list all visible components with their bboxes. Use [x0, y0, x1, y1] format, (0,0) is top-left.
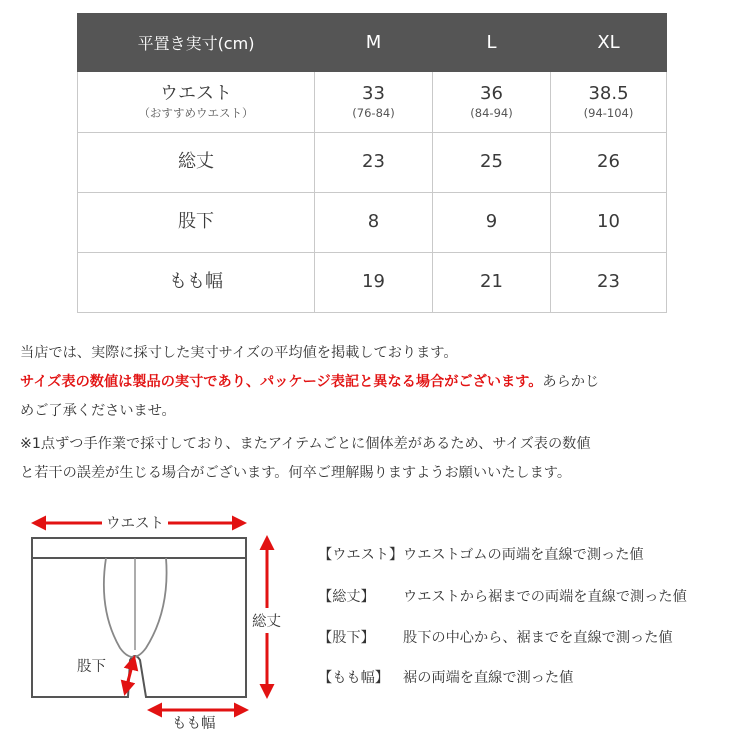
waist-range-l: (84-94)	[470, 105, 513, 120]
note-line-4: ※1点ずつ手作業で採寸しており、またアイテムごとに個体差があるため、サイズ表の数値	[20, 436, 591, 452]
row-label-waist: ウエスト	[160, 83, 232, 105]
legend-key: 【もも幅】	[318, 670, 389, 686]
thigh-value-m: 19	[315, 253, 433, 313]
legend-desc: ウエストゴムの両端を直線で測った値	[403, 547, 644, 563]
waist-range-m: (76-84)	[352, 105, 395, 120]
table-cell	[551, 72, 667, 133]
legend-key: 【総丈】	[318, 589, 375, 605]
note-line-1: 当店では、実際に採寸した実寸サイズの平均値を掲載しております。	[20, 345, 458, 361]
thigh-value-l: 21	[433, 253, 551, 313]
waistband-shape	[32, 538, 246, 558]
waist-value-m: 33	[362, 83, 385, 105]
inseam-value-xl: 10	[551, 193, 667, 253]
length-value-m: 23	[315, 133, 433, 193]
note-line-3: めご了承くださいませ。	[20, 403, 176, 419]
legend-key: 【股下】	[318, 630, 375, 646]
waist-value-xl: 38.5	[588, 83, 629, 105]
size-table	[77, 13, 667, 313]
legend-key: 【ウエスト】	[318, 547, 404, 563]
waist-range-xl: (94-104)	[583, 105, 634, 120]
table-row-inseam	[78, 193, 667, 253]
inseam-value-l: 9	[433, 193, 551, 253]
length-value-l: 25	[433, 133, 551, 193]
size-notes	[20, 339, 720, 488]
row-label-thigh: もも幅	[78, 253, 315, 313]
length-value-xl: 26	[551, 133, 667, 193]
header-size-l: L	[433, 14, 551, 72]
inseam-diagram-label: 股下	[77, 659, 106, 675]
legend-desc: 裾の両端を直線で測った値	[403, 670, 574, 686]
note-line-2	[20, 368, 720, 397]
body-outline	[32, 558, 246, 697]
table-row-length	[78, 133, 667, 193]
header-size-m: M	[315, 14, 433, 72]
thigh-diagram-label: もも幅	[172, 716, 216, 732]
note-warning: サイズ表の数値は製品の実寸であり、パッケージ表記と異なる場合がございます。	[20, 374, 543, 390]
length-diagram-label: 総丈	[252, 608, 281, 633]
table-row-thigh	[78, 253, 667, 313]
note-line-2-rest: あらかじ	[542, 374, 600, 390]
table-cell	[315, 72, 433, 133]
header-size-xl: XL	[551, 14, 667, 72]
legend-desc: 股下の中心から、裾までを直線で測った値	[403, 630, 673, 646]
row-label-cell	[78, 72, 315, 133]
table-row-waist	[78, 72, 667, 133]
row-label-inseam: 股下	[78, 193, 315, 253]
inseam-value-m: 8	[315, 193, 433, 253]
waist-value-l: 36	[480, 83, 503, 105]
table-header-row	[78, 14, 667, 72]
measurement-diagram	[20, 500, 320, 740]
table-cell	[433, 72, 551, 133]
header-measure-label: 平置き実寸(cm)	[78, 14, 315, 72]
legend-desc: ウエストから裾までの両端を直線で測った値	[403, 589, 687, 605]
waist-diagram-label: ウエスト	[102, 512, 168, 533]
note-line-5: と若干の誤差が生じる場合がございます。何卒ご理解賜りますようお願いいたします。	[20, 465, 572, 481]
row-label-length: 総丈	[78, 133, 315, 193]
thigh-value-xl: 23	[551, 253, 667, 313]
row-sublabel-waist: （おすすめウエスト）	[138, 105, 254, 120]
